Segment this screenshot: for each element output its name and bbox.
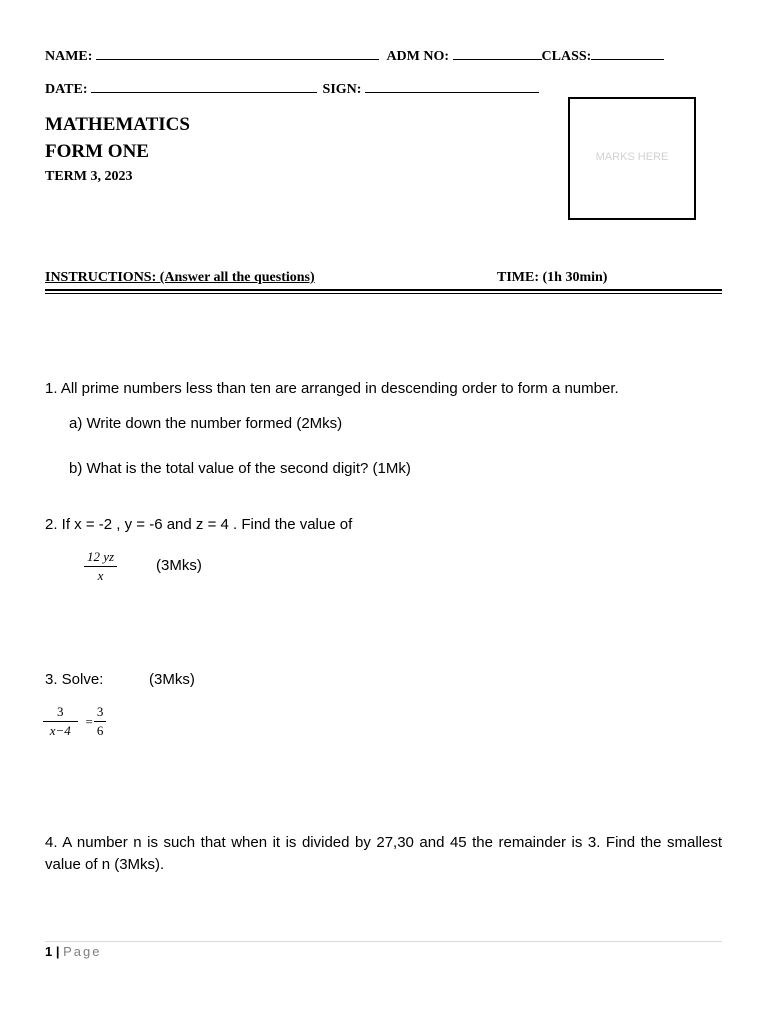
rhs-denominator: 6 — [96, 723, 104, 738]
question-2-marks: (3Mks) — [156, 557, 202, 574]
question-2-fraction — [84, 548, 117, 584]
question-3-label: 3. Solve: — [45, 671, 104, 688]
instructions-text: INSTRUCTIONS: (Answer all the questions) — [45, 270, 315, 285]
rhs-numerator: 3 — [94, 704, 107, 722]
instructions-rule-thick — [45, 289, 722, 291]
time-text: TIME: (1h 30min) — [497, 270, 608, 285]
date-label: DATE: — [45, 82, 88, 97]
name-field[interactable] — [96, 48, 379, 60]
fraction-numerator: 12 yz — [84, 549, 117, 567]
equals-sign: = — [85, 713, 93, 729]
page-number: 1 — [45, 944, 53, 959]
instructions-rule-thin — [45, 293, 722, 294]
marks-box — [568, 97, 696, 220]
question-3-marks: (3Mks) — [149, 671, 195, 688]
equation-lhs-fraction — [43, 704, 78, 739]
date-field[interactable] — [91, 81, 317, 93]
question-1b: b) What is the total value of the second digit? (1Mk) — [69, 460, 411, 477]
name-label: NAME: — [45, 49, 93, 64]
sign-field[interactable] — [365, 81, 539, 93]
sign-label: SIGN: — [322, 82, 362, 97]
footer — [45, 944, 102, 959]
subject-title: MATHEMATICS — [45, 114, 190, 135]
header-row-2 — [45, 81, 539, 98]
adm-field[interactable] — [453, 48, 542, 60]
lhs-numerator: 3 — [43, 704, 78, 722]
equation-rhs-fraction — [94, 704, 107, 739]
form-title: FORM ONE — [45, 141, 149, 162]
marks-placeholder: MARKS HERE — [595, 151, 669, 163]
question-2: 2. If x = -2 , y = -6 and z = 4 . Find the value of — [45, 516, 353, 533]
class-field[interactable] — [591, 48, 664, 60]
page-word: Page — [63, 944, 102, 959]
lhs-denominator: x−4 — [49, 723, 71, 738]
class-label: CLASS: — [541, 49, 592, 64]
fraction-denominator: x — [97, 568, 104, 583]
question-1: 1. All prime numbers less than ten are arranged in descending order to form a number. — [45, 380, 619, 397]
fraction — [84, 549, 117, 584]
footer-rule — [45, 941, 722, 942]
term-title: TERM 3, 2023 — [45, 169, 133, 184]
page-separator: | — [55, 944, 60, 959]
question-1a: a) Write down the number formed (2Mks) — [69, 415, 343, 432]
header-row-1 — [45, 48, 664, 65]
question-3-equation — [43, 704, 106, 739]
adm-label: ADM NO: — [386, 49, 450, 64]
question-4: 4. A number n is such that when it is divided by 27,30 and 45 the remainder is 3. Find the smallest value of n (3Mks). — [45, 834, 722, 873]
